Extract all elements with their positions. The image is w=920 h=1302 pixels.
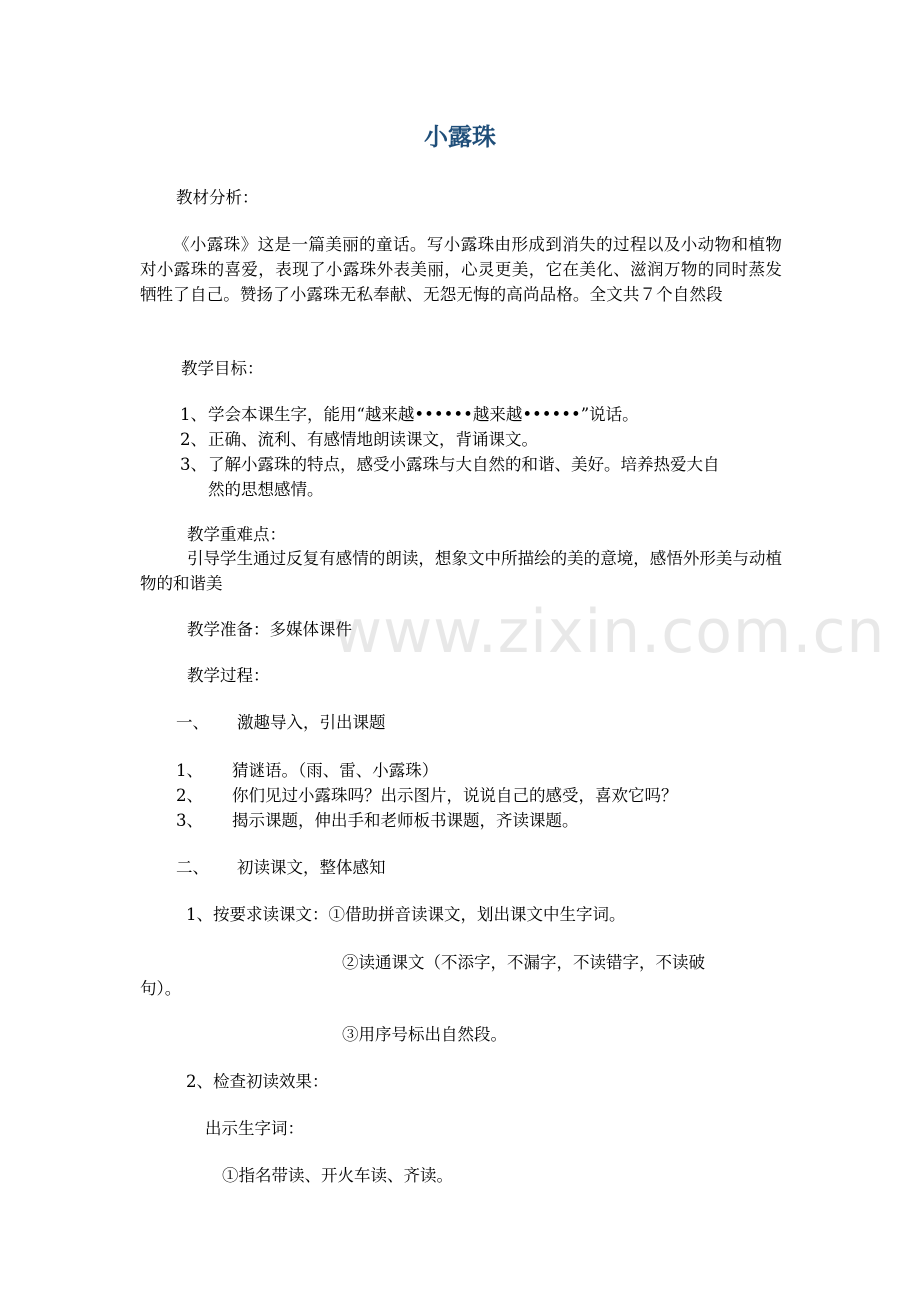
keypoints-body: 引导学生通过反复有感情的朗读，想象文中所描绘的美的意境，感悟外形美与动植物的和谐美	[140, 549, 782, 593]
part2-step1b-line2: 句）。	[140, 979, 182, 998]
analysis-body: 《小露珠》这是一篇美丽的童话。写小露珠由形成到消失的过程以及小动物和植物对小露珠的喜爱，表现了小露珠外表美丽，心灵更美，它在美化、滋润万物的同时蒸发牺牲了自己。赞扬了小露珠无私奉献、无怨无悔的高尚品格。全文共７个自然段	[140, 235, 782, 304]
part1-item-2-text: 你们见过小露珠吗？出示图片，说说自己的感受，喜欢它吗？	[232, 786, 678, 805]
show-words: 出示生字词：	[205, 1119, 304, 1138]
goal-item-2-text: 正确、流利、有感情地朗读课文，背诵课文。	[208, 430, 538, 449]
goal-item-3-cont: 然的思想感情。	[208, 480, 324, 499]
part2-step1: 1、按要求读课文：①借助拼音读课文，划出课文中生字词。	[186, 905, 626, 924]
part2-title: 初读课文，整体感知	[237, 858, 386, 877]
process-heading: 教学过程：	[187, 666, 270, 685]
preparation: 教学准备：多媒体课件	[187, 620, 352, 639]
part1-item-1-num: 1、	[176, 761, 203, 780]
part1-num: 一、	[176, 713, 209, 732]
goal-item-3-num: 3、	[180, 455, 207, 474]
part1-item-3-num: 3、	[176, 811, 203, 830]
read-instruction: ①指名带读、开火车读、齐读。	[222, 1166, 453, 1185]
goals-heading: 教学目标：	[181, 359, 264, 378]
part1-title: 激趣导入，引出课题	[237, 713, 386, 732]
part2-num: 二、	[176, 858, 209, 877]
part2-step1c: ③用序号标出自然段。	[342, 1025, 507, 1044]
part1-item-3-text: 揭示课题，伸出手和老师板书课题，齐读课题。	[232, 811, 579, 830]
goal-item-2-num: 2、	[180, 430, 207, 449]
part1-item-2-num: 2、	[176, 786, 203, 805]
analysis-heading: 教材分析：	[176, 188, 259, 207]
goal-item-3-text: 了解小露珠的特点，感受小露珠与大自然的和谐、美好。培养热爱大自	[208, 455, 720, 474]
keypoints-heading: 教学重难点：	[187, 525, 286, 544]
part2-step1b-line1: ②读通课文（不添字，不漏字，不读错字，不读破	[342, 953, 705, 972]
part2-step2: 2、检查初读效果：	[186, 1072, 329, 1091]
goal-item-1-text: 学会本课生字，能用“越来越••••••越来越••••••”说话。	[208, 405, 639, 424]
goal-item-1-num: 1、	[180, 405, 207, 424]
page-title: 小露珠	[424, 123, 496, 151]
watermark: www.zixin.com.cn	[333, 597, 886, 667]
part1-item-1-text: 猜谜语。（雨、雷、小露珠）	[232, 761, 439, 780]
